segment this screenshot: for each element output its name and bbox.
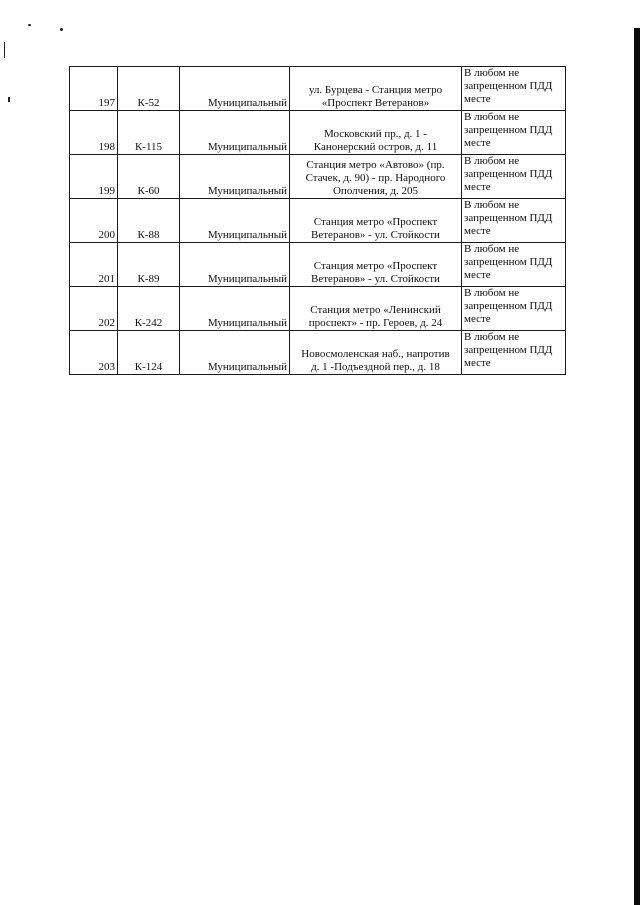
route-path-line: Станция метро «Автово» (пр. bbox=[306, 159, 445, 171]
route-code-cell: К-60 bbox=[118, 155, 180, 199]
table-row bbox=[70, 155, 566, 199]
route-path-line: Станция метро «Проспект bbox=[313, 260, 438, 272]
stop-rule-line: месте bbox=[464, 225, 491, 237]
stop-rule-line: месте bbox=[464, 313, 491, 325]
route-path-cell bbox=[290, 331, 462, 375]
stop-rule-cell bbox=[462, 67, 566, 111]
route-type-cell: Муниципальный bbox=[180, 331, 290, 375]
route-path-cell bbox=[290, 67, 462, 111]
route-path-line: Ополчения, д. 205 bbox=[332, 185, 419, 197]
routes-table bbox=[69, 66, 566, 375]
route-path-line: Новосмоленская наб., напротив bbox=[301, 348, 450, 360]
stop-rule-line: запрещенном ПДД bbox=[464, 80, 553, 92]
route-code-cell: К-89 bbox=[118, 243, 180, 287]
route-code-cell: К-52 bbox=[118, 67, 180, 111]
stop-rule-line: В любом не bbox=[464, 111, 520, 123]
stop-rule-line: В любом не bbox=[464, 243, 520, 255]
route-path-line: проспект» - пр. Героев, д. 24 bbox=[308, 317, 443, 329]
route-path-line: Станция метро «Проспект bbox=[313, 216, 438, 228]
scan-speck bbox=[60, 28, 63, 31]
route-type-cell: Муниципальный bbox=[180, 199, 290, 243]
route-path-line: д. 1 -Подъездной пер., д. 18 bbox=[311, 361, 440, 373]
stop-rule-line: месте bbox=[464, 137, 491, 149]
route-number-cell: 202 bbox=[70, 287, 118, 331]
stop-rule-line: месте bbox=[464, 269, 491, 281]
stop-rule-cell bbox=[462, 199, 566, 243]
route-code-cell: К-124 bbox=[118, 331, 180, 375]
table-row bbox=[70, 331, 566, 375]
route-number-cell: 199 bbox=[70, 155, 118, 199]
stop-rule-cell bbox=[462, 331, 566, 375]
route-code-cell: К-88 bbox=[118, 199, 180, 243]
route-path-line: Станция метро «Ленинский bbox=[310, 304, 441, 316]
route-path-cell bbox=[290, 111, 462, 155]
route-code-cell: К-242 bbox=[118, 287, 180, 331]
table-row bbox=[70, 243, 566, 287]
stop-rule-line: запрещенном ПДД bbox=[464, 168, 553, 180]
stop-rule-line: В любом не bbox=[464, 331, 520, 343]
route-path-line: ул. Бурцева - Станция метро bbox=[308, 84, 443, 96]
stop-rule-cell bbox=[462, 111, 566, 155]
route-path-cell bbox=[290, 243, 462, 287]
stop-rule-line: В любом не bbox=[464, 287, 520, 299]
route-path-line: Ветеранов» - ул. Стойкости bbox=[311, 229, 440, 241]
route-path-cell bbox=[290, 155, 462, 199]
stop-rule-line: месте bbox=[464, 93, 491, 105]
route-type-cell: Муниципальный bbox=[180, 111, 290, 155]
stop-rule-line: запрещенном ПДД bbox=[464, 124, 553, 136]
table-row bbox=[70, 111, 566, 155]
stop-rule-cell bbox=[462, 243, 566, 287]
scan-speck bbox=[28, 24, 31, 26]
scan-speck bbox=[8, 97, 10, 102]
route-number-cell: 200 bbox=[70, 199, 118, 243]
route-code-cell: К-115 bbox=[118, 111, 180, 155]
stop-rule-line: В любом не bbox=[464, 155, 520, 167]
stop-rule-line: запрещенном ПДД bbox=[464, 344, 553, 356]
route-number-cell: 197 bbox=[70, 67, 118, 111]
route-type-cell: Муниципальный bbox=[180, 155, 290, 199]
route-number-cell: 201 bbox=[70, 243, 118, 287]
route-type-cell: Муниципальный bbox=[180, 287, 290, 331]
route-path-line: «Проспект Ветеранов» bbox=[321, 97, 430, 109]
route-path-line: Канонерский остров, д. 11 bbox=[313, 141, 438, 153]
route-type-cell: Муниципальный bbox=[180, 243, 290, 287]
stop-rule-line: В любом не bbox=[464, 199, 520, 211]
table-row bbox=[70, 199, 566, 243]
scan-edge-bar bbox=[634, 28, 640, 905]
stop-rule-line: месте bbox=[464, 181, 491, 193]
table-row bbox=[70, 287, 566, 331]
route-type-cell: Муниципальный bbox=[180, 67, 290, 111]
stop-rule-line: запрещенном ПДД bbox=[464, 256, 553, 268]
route-number-cell: 203 bbox=[70, 331, 118, 375]
route-number-cell: 198 bbox=[70, 111, 118, 155]
stop-rule-line: запрещенном ПДД bbox=[464, 300, 553, 312]
routes-table-body bbox=[70, 67, 566, 375]
scan-speck bbox=[4, 42, 5, 58]
stop-rule-line: запрещенном ПДД bbox=[464, 212, 553, 224]
route-path-cell bbox=[290, 287, 462, 331]
route-path-line: Стачек, д. 90) - пр. Народного bbox=[305, 172, 446, 184]
route-path-cell bbox=[290, 199, 462, 243]
stop-rule-cell bbox=[462, 287, 566, 331]
stop-rule-cell bbox=[462, 155, 566, 199]
route-path-line: Ветеранов» - ул. Стойкости bbox=[311, 273, 440, 285]
route-path-line: Московский пр., д. 1 - bbox=[324, 128, 427, 140]
table-row bbox=[70, 67, 566, 111]
stop-rule-line: В любом не bbox=[464, 67, 520, 79]
stop-rule-line: месте bbox=[464, 357, 491, 369]
